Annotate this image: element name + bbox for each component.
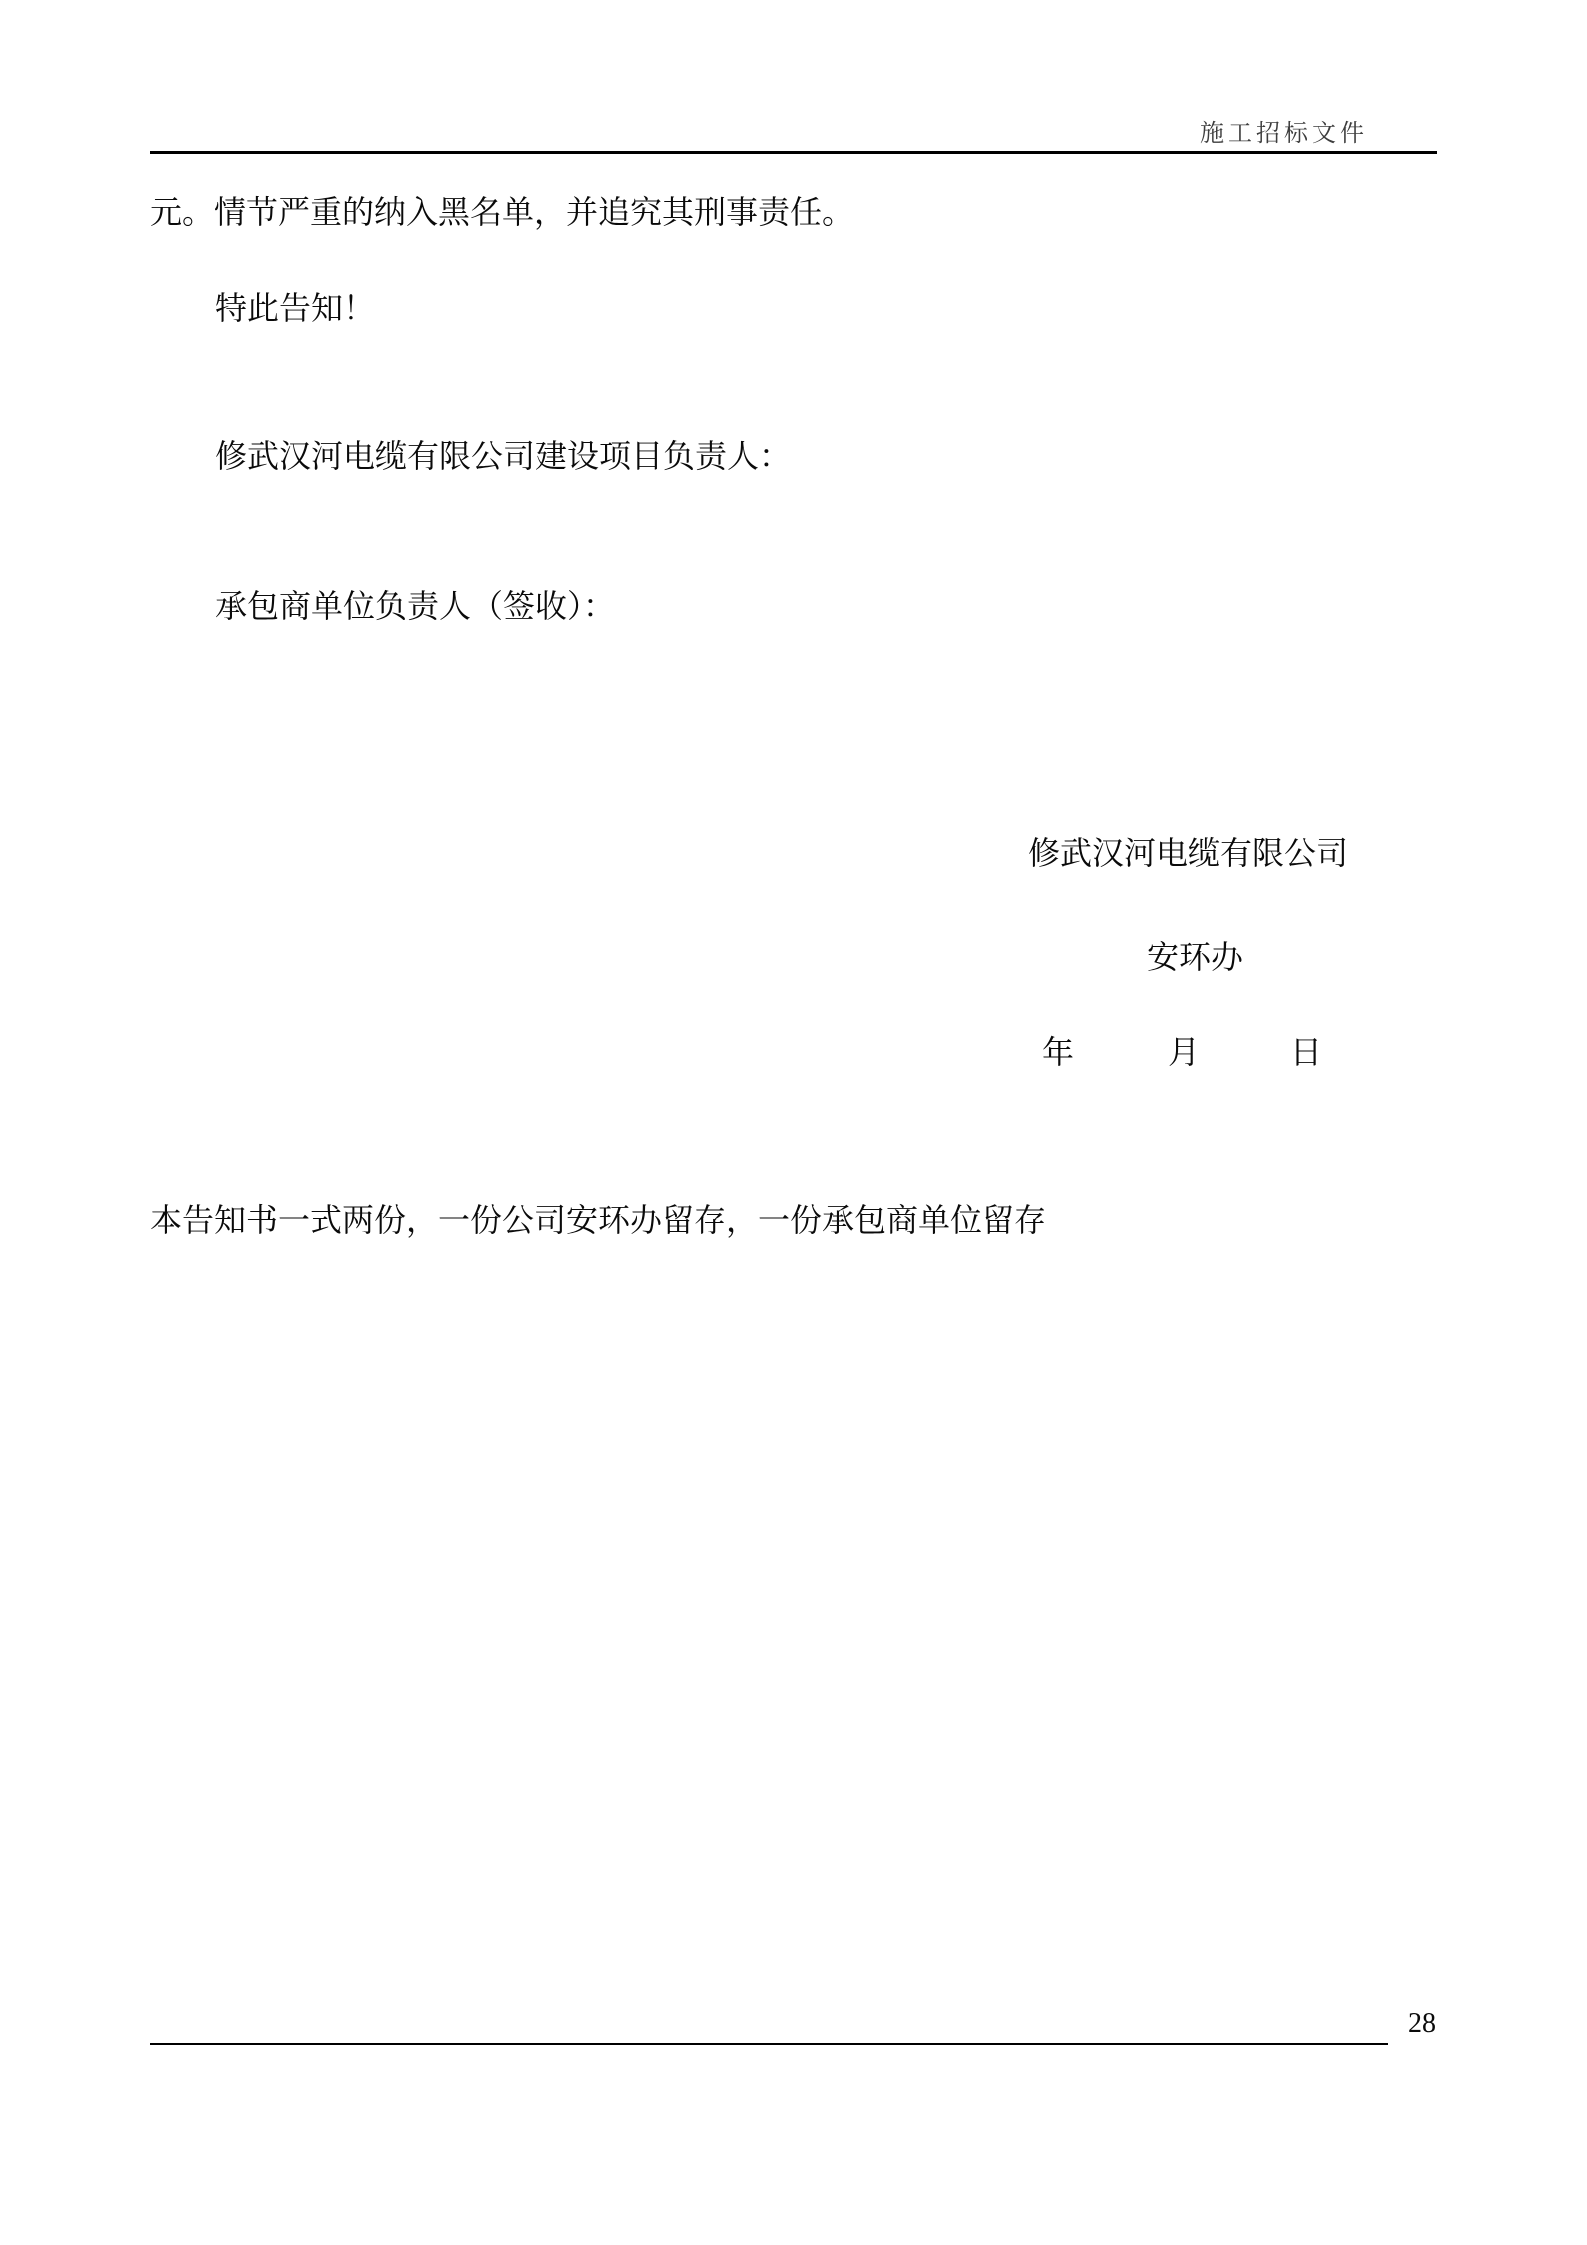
page-number: 28 [1408,2008,1436,2039]
footnote: 本告知书一式两份，一份公司安环办留存，一份承包商单位留存 [150,1202,1047,1238]
signature-date-line [1042,1033,1322,1071]
notice-text: 特此告知！ [215,290,376,326]
footer-rule [150,2043,1388,2045]
date-day-label: 日 [1290,1034,1323,1070]
contractor-leader-line: 承包商单位负责人（签收）： [215,588,616,624]
date-year-label: 年 [1042,1034,1075,1070]
project-leader-line: 修武汉河电缆有限公司建设项目负责人： [215,438,792,474]
date-month-label: 月 [1168,1034,1201,1070]
header-title: 施工招标文件 [1200,121,1368,147]
signature-company: 修武汉河电缆有限公司 [1028,835,1349,871]
penalty-paragraph: 元。情节严重的纳入黑名单，并追究其刑事责任。 [150,194,855,230]
signature-department: 安环办 [1147,939,1244,975]
header-rule [150,151,1437,154]
